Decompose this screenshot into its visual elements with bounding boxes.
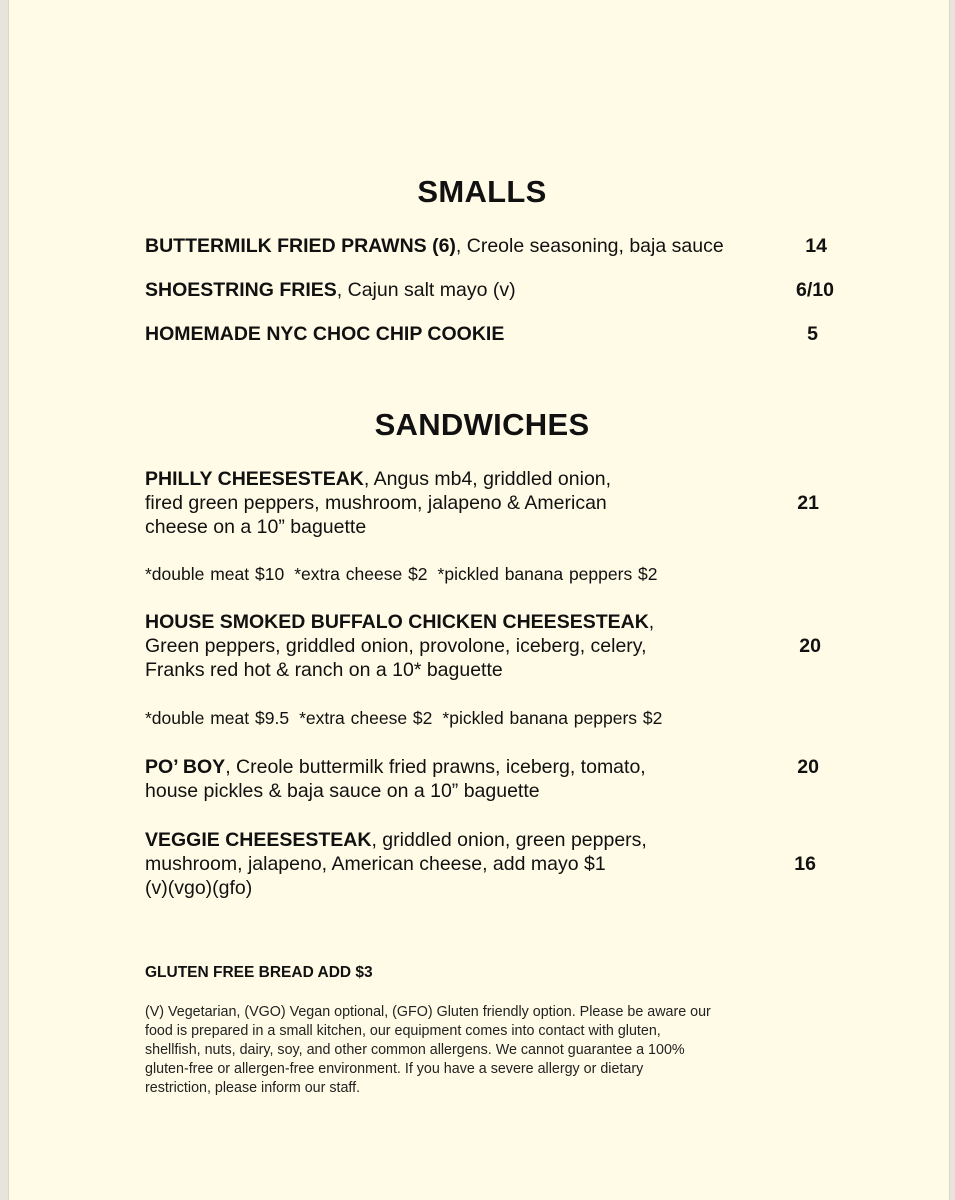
- item-description-line: , griddled onion, green peppers,: [371, 829, 647, 851]
- disclaimer-line: gluten-free or allergen-free environment. If you have a severe allergy or dietary: [145, 1061, 644, 1077]
- addon: *double meat $10: [145, 564, 285, 584]
- item-name: HOMEMADE NYC CHOC CHIP COOKIE: [145, 323, 505, 345]
- item-description: , Creole seasoning, baja sauce: [455, 235, 724, 257]
- smalls-heading: SMALLS: [417, 174, 547, 209]
- addon-options: [145, 707, 672, 729]
- menu-item: [145, 467, 845, 539]
- disclaimer-line: food is prepared in a small kitchen, our equipment comes into contact with gluten,: [145, 1023, 661, 1039]
- addon-options: [145, 563, 668, 585]
- item-price: 20: [799, 635, 821, 657]
- item-price: 20: [797, 756, 819, 778]
- item-name: SHOESTRING FRIES: [145, 279, 337, 301]
- item-description-line: mushroom, jalapeno, American cheese, add mayo $1: [145, 853, 606, 875]
- item-description-line: (v)(vgo)(gfo): [145, 877, 253, 899]
- menu-item: [145, 234, 845, 258]
- addon: *double meat $9.5: [145, 708, 290, 728]
- disclaimer-line: restriction, please inform our staff.: [145, 1080, 361, 1096]
- item-description-line: , Angus mb4, griddled onion,: [363, 468, 612, 490]
- disclaimer-line: (V) Vegetarian, (VGO) Vegan optional, (GFO) Gluten friendly option. Please be aware our: [145, 1004, 711, 1020]
- menu-item: [145, 828, 845, 900]
- item-price: 14: [805, 235, 827, 257]
- item-price: 6/10: [796, 279, 834, 301]
- item-description-line: house pickles & baja sauce on a 10” baguette: [145, 780, 540, 802]
- item-price: 16: [794, 853, 816, 875]
- addon: *extra cheese $2: [299, 708, 433, 728]
- item-description-line: , Creole buttermilk fried prawns, iceberg, tomato,: [225, 756, 646, 778]
- item-description: , Cajun salt mayo (v): [336, 279, 516, 301]
- item-description-line: ,: [648, 611, 655, 633]
- sandwiches-heading: SANDWICHES: [374, 407, 590, 442]
- item-price: 21: [797, 492, 819, 514]
- item-name: BUTTERMILK FRIED PRAWNS (6): [145, 235, 456, 257]
- item-name: HOUSE SMOKED BUFFALO CHICKEN CHEESESTEAK: [145, 611, 649, 633]
- item-description-line: cheese on a 10” baguette: [145, 516, 367, 538]
- allergen-disclaimer: [145, 1003, 825, 1098]
- addon: *pickled banana peppers $2: [442, 708, 663, 728]
- item-name: PHILLY CHEESESTEAK: [145, 468, 364, 490]
- item-description-line: Franks red hot & ranch on a 10* baguette: [145, 659, 503, 681]
- menu-item: [145, 278, 845, 302]
- item-name: PO’ BOY: [145, 756, 226, 778]
- item-description-line: Green peppers, griddled onion, provolone, iceberg, celery,: [145, 635, 647, 657]
- addon: *pickled banana peppers $2: [437, 564, 658, 584]
- addon: *extra cheese $2: [294, 564, 428, 584]
- menu-item: [145, 755, 845, 803]
- disclaimer-line: shellfish, nuts, dairy, soy, and other common allergens. We cannot guarantee a 100%: [145, 1042, 685, 1058]
- item-price: 5: [807, 323, 818, 345]
- gluten-free-note: GLUTEN FREE BREAD ADD $3: [145, 964, 373, 981]
- menu-item: [145, 610, 845, 682]
- item-name: VEGGIE CHEESESTEAK: [145, 829, 372, 851]
- item-description-line: fired green peppers, mushroom, jalapeno & American: [145, 492, 607, 514]
- menu-item: [145, 322, 845, 346]
